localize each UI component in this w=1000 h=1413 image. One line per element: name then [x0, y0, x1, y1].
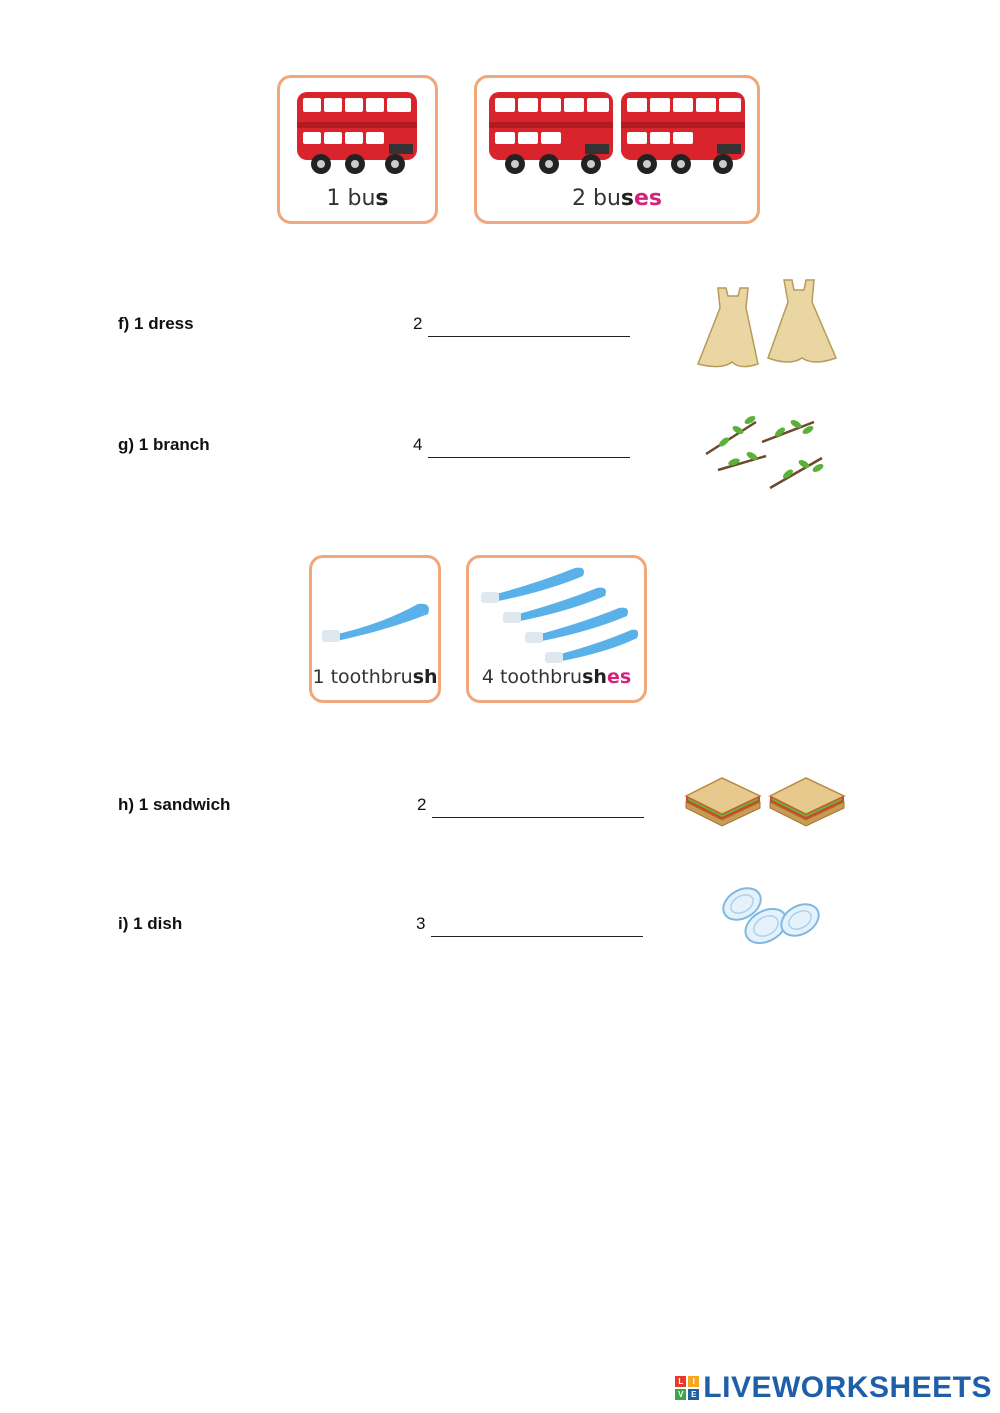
liveworksheets-logo — [675, 1371, 992, 1405]
question-label-h: h) 1 sandwich — [118, 795, 231, 814]
answer-input-g[interactable] — [428, 435, 630, 458]
example-card-buses — [474, 75, 760, 224]
question-label-f: f) 1 dress — [118, 314, 194, 333]
toothbrushes-icon — [475, 564, 645, 674]
dresses-icon — [692, 274, 842, 374]
buses-icon — [487, 86, 747, 181]
card-caption-toothbrush: 1 toothbrush — [312, 666, 438, 688]
answer-row-f — [413, 314, 630, 337]
example-card-bus — [277, 75, 438, 224]
answer-input-h[interactable] — [432, 795, 644, 818]
answer-row-i — [416, 914, 643, 937]
bus-icon — [293, 86, 423, 181]
logo-blocks-icon: L I V E — [675, 1376, 699, 1400]
question-label-g: g) 1 branch — [118, 435, 210, 454]
answer-number: 2 — [413, 314, 423, 333]
answer-number: 4 — [413, 435, 423, 454]
branches-icon — [704, 412, 834, 492]
answer-number: 3 — [416, 914, 426, 933]
example-card-toothbrush — [309, 555, 441, 703]
brand-name: LIVEWORKSHEETS — [703, 1371, 992, 1404]
card-caption-buses: 2 buses — [571, 186, 663, 211]
answer-input-i[interactable] — [431, 914, 643, 937]
answer-input-f[interactable] — [428, 314, 630, 337]
answer-row-h — [417, 795, 644, 818]
sandwiches-icon — [682, 770, 852, 830]
card-caption-toothbrushes: 4 toothbrushes — [481, 666, 632, 688]
answer-row-g — [413, 435, 630, 458]
toothbrush-icon — [318, 596, 438, 656]
card-caption-bus: 1 bus — [326, 186, 389, 211]
answer-number: 2 — [417, 795, 427, 814]
question-label-i: i) 1 dish — [118, 914, 183, 933]
dishes-icon — [718, 882, 828, 952]
example-card-toothbrushes — [466, 555, 647, 703]
